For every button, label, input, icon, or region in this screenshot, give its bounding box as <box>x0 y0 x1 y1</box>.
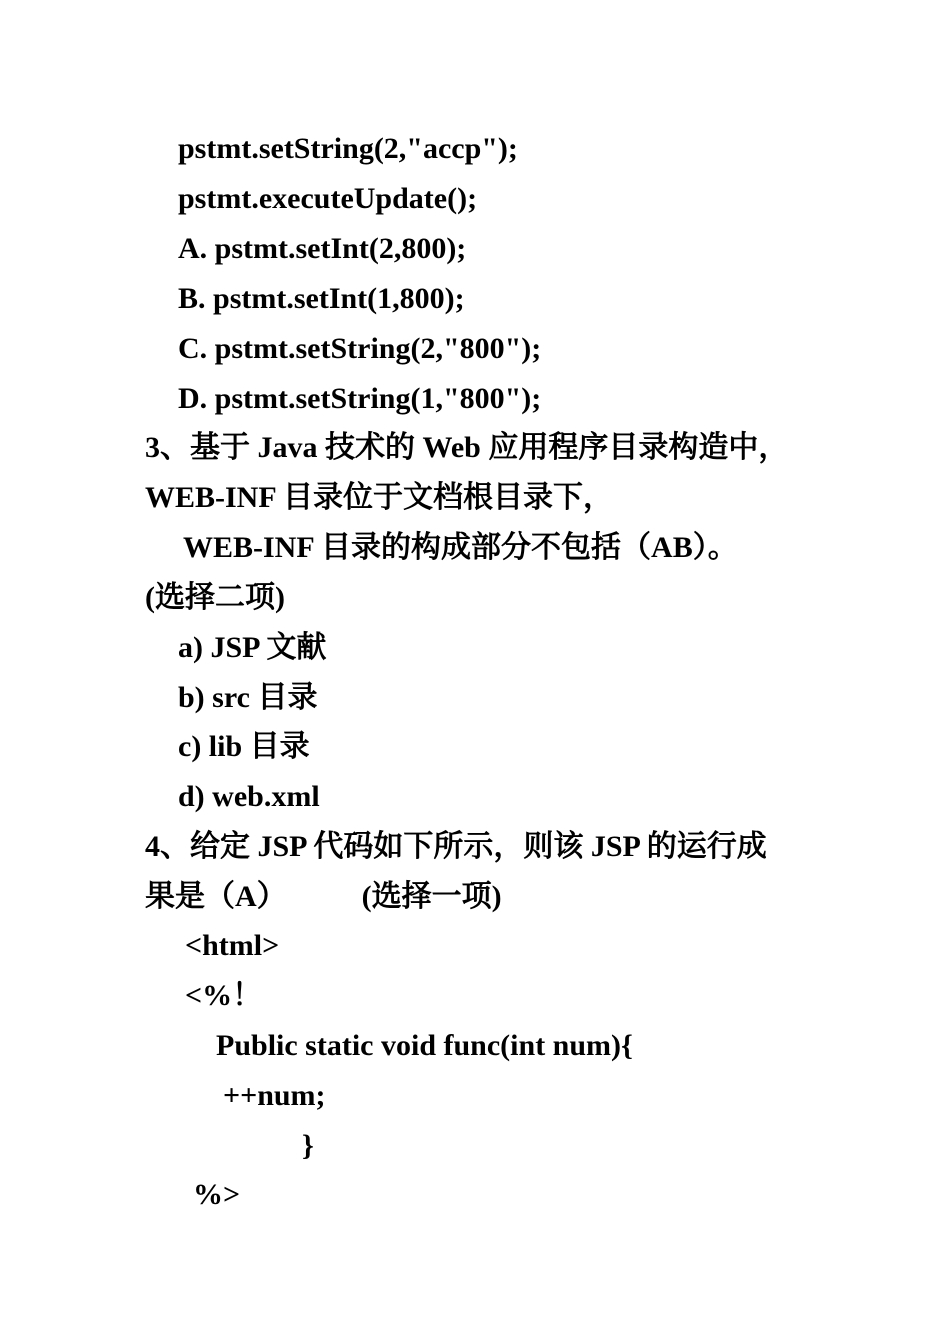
question-3-line-2: WEB-INF 目录位于文档根目录下， <box>145 481 614 514</box>
option-d: D. pstmt.setString(1,"800"); <box>178 382 542 415</box>
question-3-line-3: WEB-INF 目录的构成部分不包括（AB）。 <box>183 531 738 564</box>
option-a: A. pstmt.setInt(2,800); <box>178 232 467 265</box>
question-3-select-note: (选择二项) <box>145 581 285 614</box>
option-c: c) lib 目录 <box>178 730 310 763</box>
code-line: <html> <box>185 929 280 962</box>
code-line: <%！ <box>185 979 263 1012</box>
option-b: B. pstmt.setInt(1,800); <box>178 282 465 315</box>
question-3-line-1: 3、基于 Java 技术的 Web 应用程序目录构造中， <box>145 431 789 464</box>
option-d: d) web.xml <box>178 780 320 813</box>
question-4-line-1: 4、给定 JSP 代码如下所示，则该 JSP 的运行成 <box>145 830 767 863</box>
option-a: a) JSP 文献 <box>178 631 327 664</box>
question-4-line-2: 果是（A） (选择一项) <box>145 880 502 913</box>
code-line: %> <box>193 1178 241 1211</box>
code-line: ++num; <box>223 1079 326 1112</box>
code-line: } <box>302 1129 314 1162</box>
option-c: C. pstmt.setString(2,"800"); <box>178 332 542 365</box>
option-b: b) src 目录 <box>178 681 318 714</box>
code-line: pstmt.setString(2,"accp"); <box>178 132 518 165</box>
code-line: Public static void func(int num){ <box>216 1029 633 1062</box>
code-line: pstmt.executeUpdate(); <box>178 182 478 215</box>
